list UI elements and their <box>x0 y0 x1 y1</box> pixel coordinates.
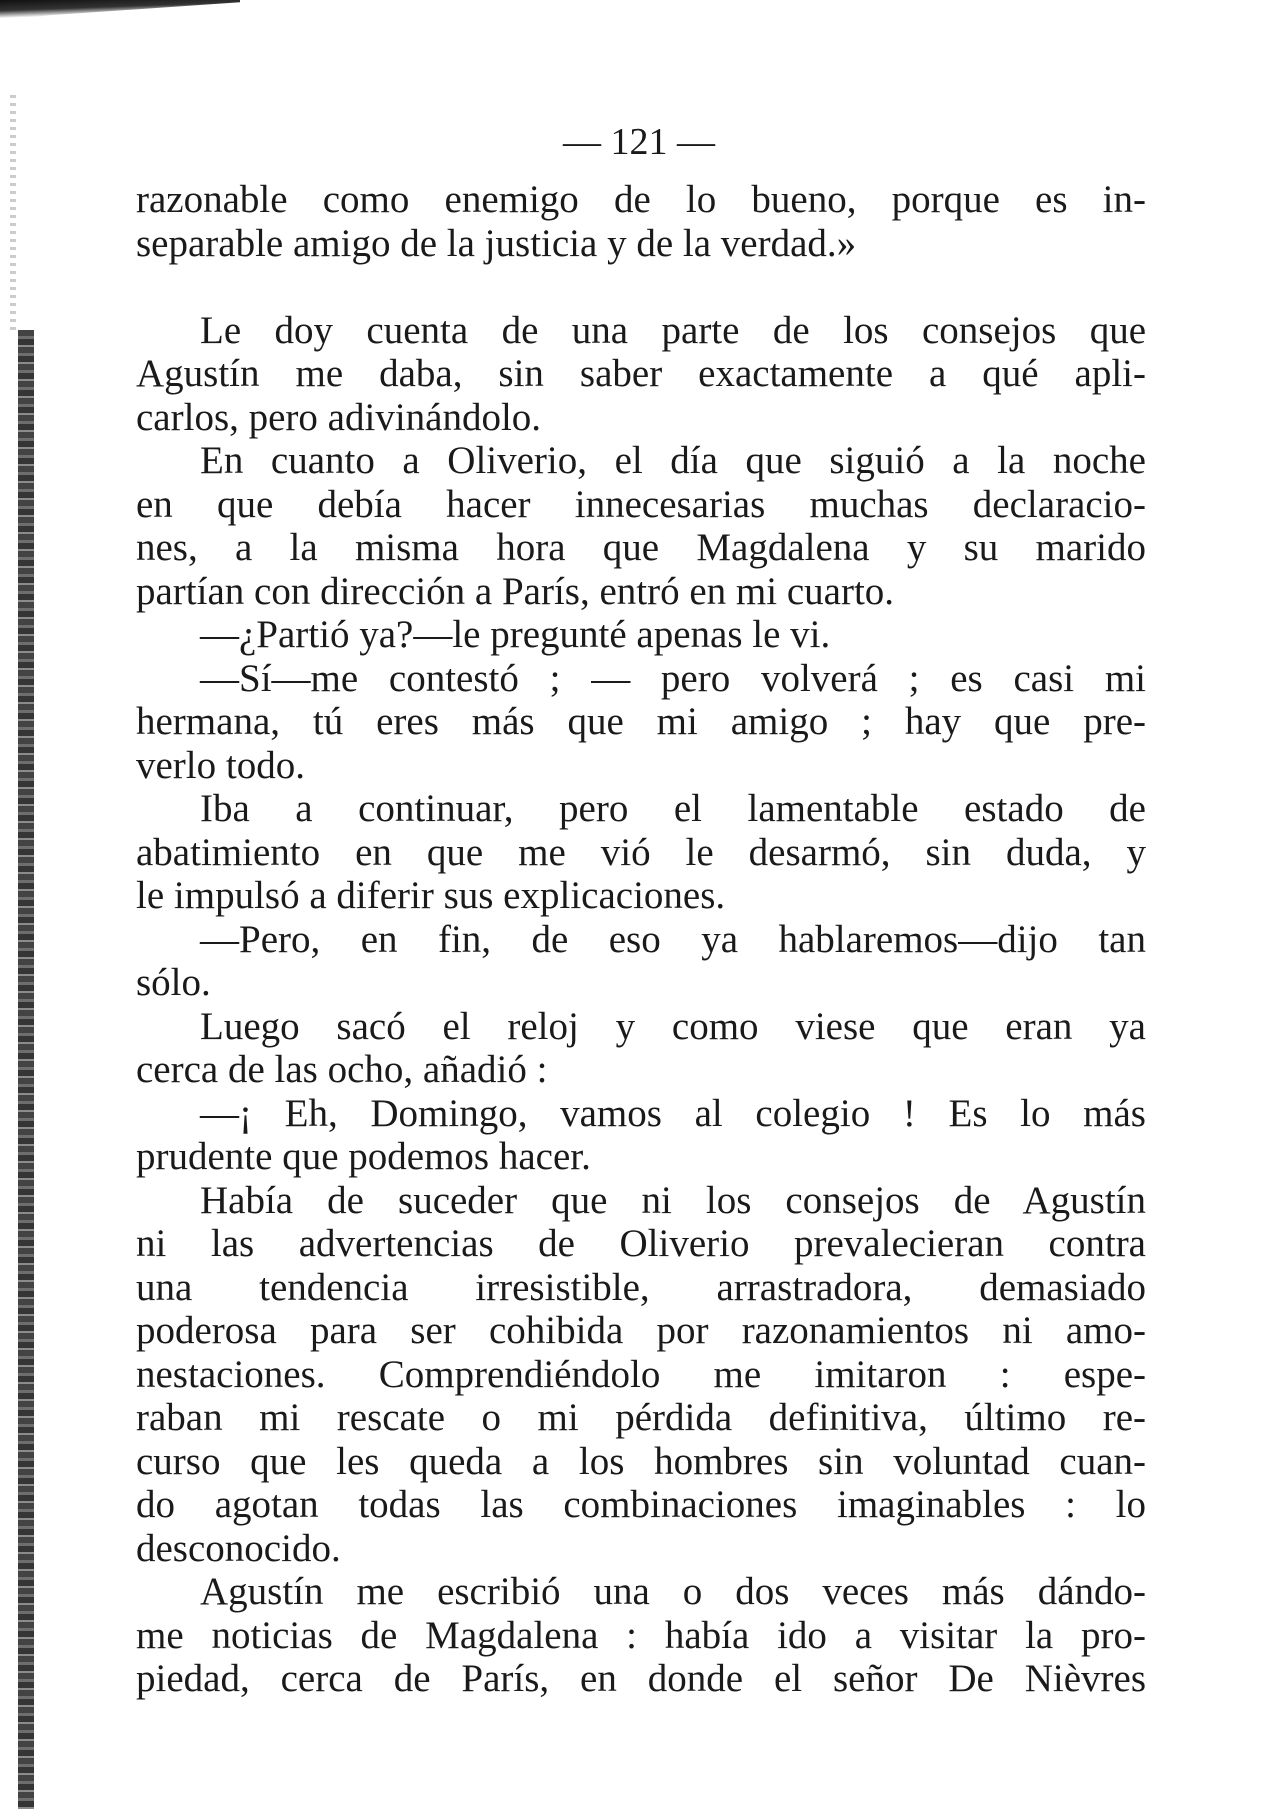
text-line: piedad, cerca de París, en donde el señor De Nièvres <box>136 1657 1146 1700</box>
scan-smudge <box>0 0 240 22</box>
text-line: partían con dirección a París, entró en mi cuarto. <box>136 569 895 613</box>
binding-shadow <box>18 330 34 1809</box>
text-line: cerca de las ocho, añadió : <box>136 1048 548 1091</box>
text-line: razonable como enemigo de lo bueno, porque es in- <box>136 178 1146 221</box>
text-line: sólo. <box>136 961 211 1004</box>
text-line: abatimiento en que me vió le desarmó, sin duda, y <box>136 830 1146 874</box>
text-line: nes, a la misma hora que Magdalena y su marido <box>136 526 1146 569</box>
text-line: poderosa para ser cohibida por razonamientos ni amo- <box>136 1309 1146 1352</box>
text-line: —Sí—me contestó ; — pero volverá ; es casi mi <box>200 656 1146 700</box>
text-line: carlos, pero adivinándolo. <box>136 395 542 439</box>
text-line: una tendencia irresistible, arrastradora, demasiado <box>136 1265 1146 1309</box>
text-line: desconocido. <box>136 1526 341 1570</box>
text-line: separable amigo de la justicia y de la verdad.» <box>136 221 857 265</box>
text-line: Luego sacó el reloj y como viese que eran ya <box>200 1004 1146 1048</box>
text-line: do agotan todas las combinaciones imaginables : lo <box>136 1483 1146 1526</box>
text-line: En cuanto a Oliverio, el día que siguió a la noche <box>200 439 1146 482</box>
text-line: —¿Partió ya?—le pregunté apenas le vi. <box>200 613 831 656</box>
text-line: hermana, tú eres más que mi amigo ; hay que pre- <box>136 700 1146 743</box>
page-number: — 121 — <box>563 121 715 163</box>
text-line: Agustín me daba, sin saber exactamente a qué apli- <box>136 352 1146 395</box>
text-line: verlo todo. <box>136 743 305 787</box>
text-line: nestaciones. Comprendiéndolo me imitaron : espe- <box>136 1352 1146 1396</box>
text-line: Había de suceder que ni los consejos de Agustín <box>200 1178 1146 1222</box>
text-line: Iba a continuar, pero el lamentable estado de <box>200 787 1146 830</box>
text-line: ni las advertencias de Oliverio prevalecieran contra <box>136 1222 1146 1265</box>
text-line: raban mi rescate o mi pérdida definitiva, último re- <box>136 1396 1146 1439</box>
text-line: —¡ Eh, Domingo, vamos al colegio ! Es lo más <box>200 1091 1146 1135</box>
text-line: curso que les queda a los hombres sin voluntad cuan- <box>136 1439 1146 1483</box>
text-line: me noticias de Magdalena : había ido a visitar la pro- <box>136 1613 1146 1657</box>
text-line: Agustín me escribió una o dos veces más dándo- <box>200 1570 1146 1613</box>
text-line: Le doy cuenta de una parte de los consejos que <box>200 308 1146 352</box>
text-line: prudente que podemos hacer. <box>136 1135 591 1178</box>
text-line: —Pero, en fin, de eso ya hablaremos—dijo tan <box>200 917 1146 961</box>
text-line: le impulsó a diferir sus explicaciones. <box>136 874 726 917</box>
text-line: en que debía hacer innecesarias muchas declaracio- <box>136 482 1146 526</box>
